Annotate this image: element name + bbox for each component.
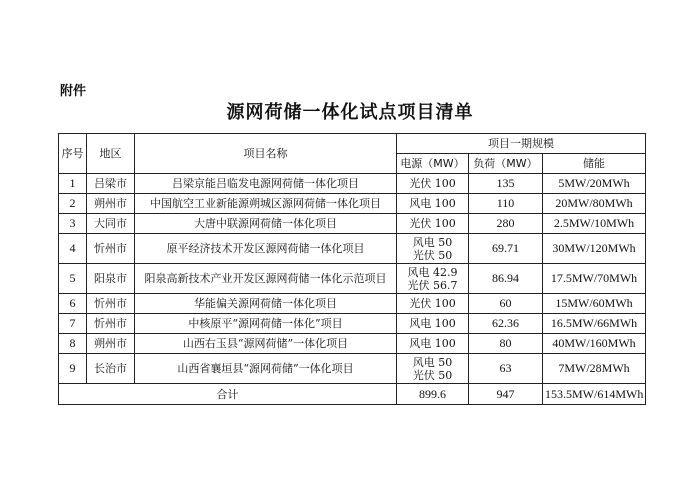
cell-power bbox=[397, 194, 469, 214]
header-row bbox=[59, 134, 646, 154]
cell-region: 朔州市 bbox=[87, 334, 135, 354]
header-phase-scale: 项目一期规模 bbox=[397, 134, 646, 154]
cell-power bbox=[397, 314, 469, 334]
cell-storage: 40MW/160MWh bbox=[543, 334, 646, 354]
table-row bbox=[59, 354, 646, 384]
cell-load: 86.94 bbox=[469, 264, 543, 294]
cell-region: 忻州市 bbox=[87, 314, 135, 334]
cell-storage: 17.5MW/70MWh bbox=[543, 264, 646, 294]
power-line: 光伏 50 bbox=[412, 368, 453, 382]
cell-power bbox=[397, 174, 469, 194]
cell-load: 80 bbox=[469, 334, 543, 354]
cell-seq: 4 bbox=[59, 234, 87, 264]
cell-region: 长治市 bbox=[87, 354, 135, 384]
power-line: 光伏 100 bbox=[409, 177, 456, 190]
power-line: 风电 100 bbox=[409, 317, 456, 330]
power-line: 光伏 50 bbox=[412, 248, 453, 262]
cell-project-name: 华能偏关源网荷储一体化项目 bbox=[135, 294, 397, 314]
total-power: 899.6 bbox=[397, 384, 469, 405]
table-row bbox=[59, 234, 646, 264]
page-title: 源网荷储一体化试点项目清单 bbox=[226, 102, 474, 123]
cell-load: 135 bbox=[469, 174, 543, 194]
header-region: 地区 bbox=[87, 134, 135, 174]
cell-seq: 6 bbox=[59, 294, 87, 314]
cell-project-name: 阳泉高新技术产业开发区源网荷储一体化示范项目 bbox=[135, 264, 397, 294]
header-seq: 序号 bbox=[59, 134, 87, 174]
power-line: 风电 42.9 bbox=[407, 265, 458, 279]
cell-storage: 16.5MW/66MWh bbox=[543, 314, 646, 334]
cell-power bbox=[397, 334, 469, 354]
cell-seq: 5 bbox=[59, 264, 87, 294]
cell-load: 69.71 bbox=[469, 234, 543, 264]
total-storage: 153.5MW/614MWh bbox=[543, 384, 646, 405]
power-line: 光伏 100 bbox=[409, 217, 456, 230]
cell-project-name: 原平经济技术开发区源网荷储一体化项目 bbox=[135, 234, 397, 264]
power-line: 光伏 100 bbox=[409, 297, 456, 310]
cell-power bbox=[397, 214, 469, 234]
cell-region: 大同市 bbox=[87, 214, 135, 234]
cell-load: 60 bbox=[469, 294, 543, 314]
project-table bbox=[58, 133, 646, 405]
cell-power bbox=[397, 264, 469, 294]
cell-load: 280 bbox=[469, 214, 543, 234]
total-label: 合计 bbox=[59, 384, 397, 405]
header-load: 负荷（MW） bbox=[469, 154, 543, 174]
table-row bbox=[59, 214, 646, 234]
attachment-label: 附件 bbox=[60, 84, 87, 99]
cell-seq: 2 bbox=[59, 194, 87, 214]
cell-region: 朔州市 bbox=[87, 194, 135, 214]
power-line: 风电 100 bbox=[409, 197, 456, 210]
total-row bbox=[59, 384, 646, 405]
cell-storage: 30MW/120MWh bbox=[543, 234, 646, 264]
table-row bbox=[59, 174, 646, 194]
cell-seq: 1 bbox=[59, 174, 87, 194]
cell-project-name: 大唐中联源网荷储一体化项目 bbox=[135, 214, 397, 234]
cell-storage: 15MW/60MWh bbox=[543, 294, 646, 314]
cell-project-name: 中核原平“源网荷储一体化”项目 bbox=[135, 314, 397, 334]
cell-load: 110 bbox=[469, 194, 543, 214]
cell-load: 63 bbox=[469, 354, 543, 384]
power-line: 风电 100 bbox=[409, 337, 456, 350]
cell-region: 吕梁市 bbox=[87, 174, 135, 194]
cell-storage: 5MW/20MWh bbox=[543, 174, 646, 194]
table-row bbox=[59, 294, 646, 314]
cell-seq: 8 bbox=[59, 334, 87, 354]
cell-seq: 9 bbox=[59, 354, 87, 384]
header-power: 电源（MW） bbox=[397, 154, 469, 174]
cell-power bbox=[397, 234, 469, 264]
table-row bbox=[59, 334, 646, 354]
power-line: 光伏 56.7 bbox=[407, 278, 458, 292]
total-load: 947 bbox=[469, 384, 543, 405]
power-line: 风电 50 bbox=[412, 235, 453, 249]
cell-seq: 3 bbox=[59, 214, 87, 234]
header-project-name: 项目名称 bbox=[135, 134, 397, 174]
cell-load: 62.36 bbox=[469, 314, 543, 334]
cell-project-name: 中国航空工业新能源朔城区源网荷储一体化项目 bbox=[135, 194, 397, 214]
cell-storage: 2.5MW/10MWh bbox=[543, 214, 646, 234]
table-row bbox=[59, 314, 646, 334]
cell-storage: 7MW/28MWh bbox=[543, 354, 646, 384]
cell-project-name: 山西省襄垣县“源网荷储”一体化项目 bbox=[135, 354, 397, 384]
table-row bbox=[59, 194, 646, 214]
cell-seq: 7 bbox=[59, 314, 87, 334]
cell-power bbox=[397, 354, 469, 384]
cell-region: 阳泉市 bbox=[87, 264, 135, 294]
power-line: 风电 50 bbox=[412, 355, 453, 369]
cell-region: 忻州市 bbox=[87, 294, 135, 314]
table-row bbox=[59, 264, 646, 294]
cell-project-name: 吕梁京能吕临发电源网荷储一体化项目 bbox=[135, 174, 397, 194]
cell-power bbox=[397, 294, 469, 314]
cell-project-name: 山西右玉县“源网荷储”一体化项目 bbox=[135, 334, 397, 354]
header-storage: 储能 bbox=[543, 154, 646, 174]
cell-region: 忻州市 bbox=[87, 234, 135, 264]
cell-storage: 20MW/80MWh bbox=[543, 194, 646, 214]
